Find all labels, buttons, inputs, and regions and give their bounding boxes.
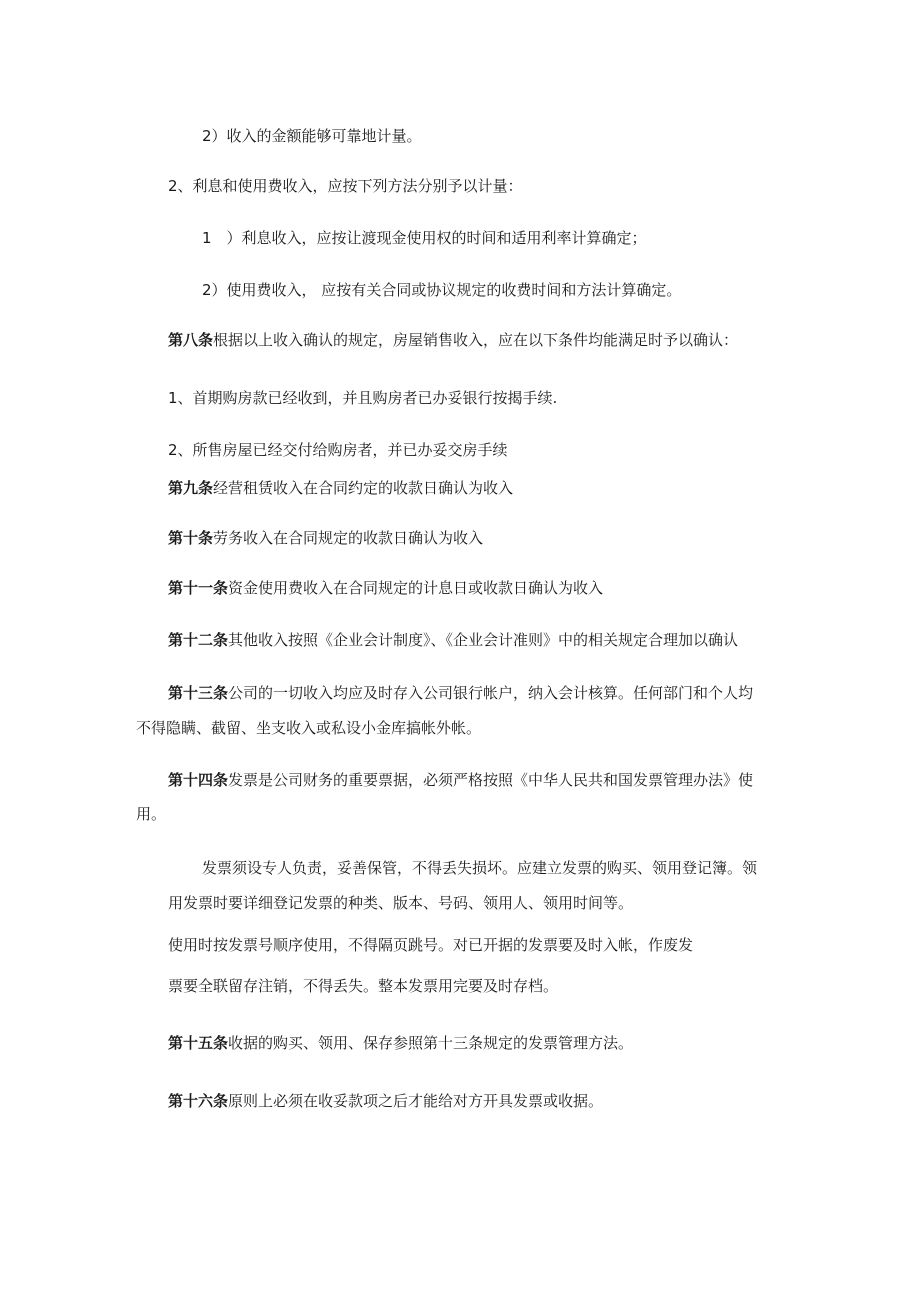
article-text: 劳务收入在合同规定的收款日确认为收入 (213, 529, 484, 547)
text-line: 2、所售房屋已经交付给购房者，并已办妥交房手续 (168, 441, 508, 459)
text-line: 用发票时要详细登记发票的种类、版本、号码、领用人、领用时间等。 (168, 894, 634, 912)
article-8 (168, 330, 738, 350)
article-heading: 第十四条 (168, 771, 229, 789)
article-text: 经营租赁收入在合同约定的收款日确认为收入 (213, 479, 514, 497)
text-line: 发票须设专人负责，妥善保管，不得丢失损坏。应建立发票的购买、领用登记簿。领 (202, 859, 758, 877)
article-11 (168, 578, 603, 598)
article-heading: 第十五条 (168, 1034, 229, 1052)
article-12 (168, 630, 738, 650)
text-line: 2）使用费收入， 应按有关合同或协议规定的收费时间和方法计算确定。 (202, 281, 682, 299)
article-15 (168, 1033, 633, 1053)
text-line: 2）收入的金额能够可靠地计量。 (202, 127, 422, 145)
article-heading: 第十六条 (168, 1092, 229, 1110)
article-text: 资金使用费收入在合同规定的计息日或收款日确认为收入 (228, 579, 604, 597)
article-16 (168, 1091, 603, 1111)
article-heading: 第十二条 (168, 631, 229, 649)
article-heading: 第十三条 (168, 684, 229, 702)
article-text: 收据的购买、领用、保存参照第十三条规定的发票管理方法。 (228, 1034, 634, 1052)
text-line: 不得隐瞒、截留、坐支收入或私设小金库搞帐外帐。 (136, 719, 482, 737)
text-line: 2、利息和使用费收入，应按下列方法分别予以计量： (168, 177, 523, 195)
text-line: 1 ）利息收入，应按让渡现金使用权的时间和适用利率计算确定； (202, 229, 647, 247)
text-line: 用。 (136, 805, 167, 823)
text-line: 票要全联留存注销，不得丢失。整本发票用完要及时存档。 (168, 977, 559, 995)
article-10 (168, 528, 483, 548)
article-text: 根据以上收入确认的规定，房屋销售收入，应在以下条件均能满足时予以确认： (213, 331, 739, 349)
article-heading: 第十条 (168, 529, 214, 547)
text-line: 使用时按发票号顺序使用，不得隔页跳号。对已开据的发票要及时入帐，作废发 (168, 936, 694, 954)
article-text: 原则上必须在收妥款项之后才能给对方开具发票或收据。 (228, 1092, 604, 1110)
article-heading: 第十一条 (168, 579, 229, 597)
text-line: 1、首期购房款已经收到，并且购房者已办妥银行按揭手续. (168, 389, 558, 407)
article-heading: 第八条 (168, 331, 214, 349)
article-heading: 第九条 (168, 479, 214, 497)
article-9 (168, 478, 513, 498)
article-text: 公司的一切收入均应及时存入公司银行帐户，纳入会计核算。任何部门和个人均 (228, 684, 754, 702)
article-text: 发票是公司财务的重要票据，必须严格按照《中华人民共和国发票管理办法》使 (228, 771, 754, 789)
article-14 (168, 770, 753, 790)
article-text: 其他收入按照《企业会计制度》、《企业会计准则》中的相关规定合理加以确认 (228, 631, 739, 649)
article-13 (168, 683, 753, 703)
